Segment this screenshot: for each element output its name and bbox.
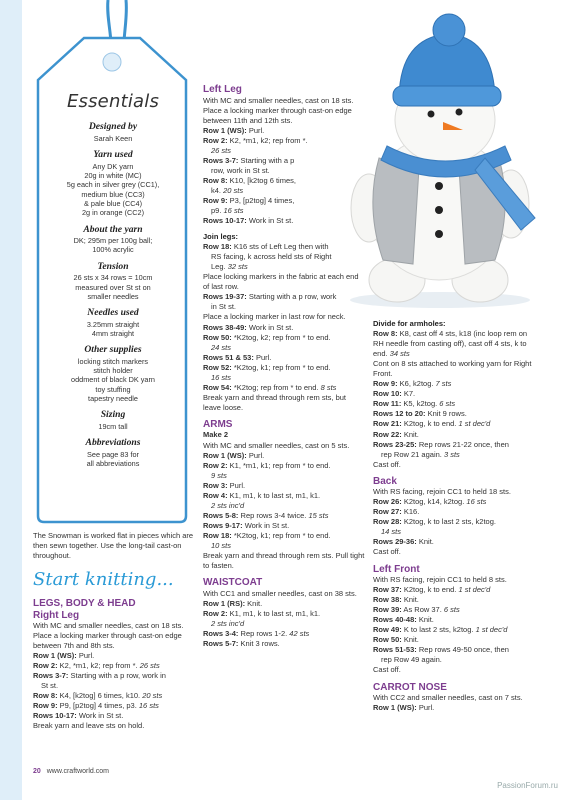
row-label: Row 1 (RS): <box>203 598 246 608</box>
row-label: Rows 12 to 20: <box>373 409 426 419</box>
row-label: Rows 3-7: <box>203 155 239 165</box>
instruction-text: With RS facing, rejoin CC1 to held 18 sts. <box>373 487 511 497</box>
row-text: Knit. <box>401 595 419 605</box>
row-instruction <box>203 451 365 461</box>
designed-by-heading: Designed by <box>88 121 138 133</box>
row-text: K2tog, k to end. <box>401 585 459 595</box>
yarn-line: Any DK yarn <box>92 161 134 171</box>
stitch-count: 6 sts <box>439 399 456 409</box>
row-instruction <box>33 651 198 661</box>
row-label: Row 3: <box>203 480 228 490</box>
row-instruction <box>33 671 198 681</box>
row-label: Rows 19-37: <box>203 292 247 302</box>
about-line: 100% acrylic <box>92 245 134 255</box>
row-text: Work in St st. <box>246 322 294 332</box>
row-label: Row 18: <box>203 242 232 252</box>
needles-line: 4mm straight <box>91 329 135 338</box>
row-label: Row 52: <box>203 362 232 372</box>
abbreviations-line: See page 83 for <box>87 449 139 459</box>
instruction-text: Cast off. <box>373 459 401 469</box>
row-text: K2, *m1, k2; rep from *. <box>227 135 308 145</box>
tension-line: measured over St st on <box>75 282 151 292</box>
row-instruction <box>33 691 198 701</box>
stitch-count: 15 sts <box>308 510 329 520</box>
row-label: Row 8: <box>33 691 58 701</box>
row-text: K16 sts of Left Leg then with <box>231 242 329 252</box>
waistcoat-heading: WAISTCOAT <box>203 577 263 589</box>
row-instruction <box>203 521 365 531</box>
instruction-text: With CC2 and smaller needles, cast on 7 sts. <box>373 693 523 702</box>
stitch-count: 20 sts <box>223 185 244 195</box>
intro-paragraph: The Snowman is worked flat in pieces which are then sewn together. Use the long-tail cast-on throughout. <box>33 531 194 560</box>
supplies-line: oddment of black DK yarn <box>71 375 155 385</box>
sizing-heading: Sizing <box>100 409 126 421</box>
tension-line: smaller needles <box>87 291 139 301</box>
page-footer <box>33 767 109 776</box>
row-text: Leg. <box>211 262 228 272</box>
stitch-count: 24 sts <box>211 342 232 352</box>
row-label: Row 1 (WS): <box>203 125 247 135</box>
instruction-text: With RS facing, rejoin CC1 to held 8 sts. <box>373 575 507 585</box>
row-instruction <box>373 585 533 595</box>
row-text: K7. <box>401 389 416 399</box>
row-label: Row 28: <box>373 517 402 527</box>
yarn-line: 20g in white (MC) <box>84 170 142 180</box>
row-label: Row 54: <box>203 382 232 392</box>
row-label: Rows 40-48: <box>373 615 417 625</box>
instruction-text: Place locking markers in the fabric at each end of last row. <box>203 272 359 292</box>
row-instruction <box>373 605 533 615</box>
row-text: Purl. <box>416 703 435 713</box>
row-text: Rep rows 49-50 once, then <box>416 645 509 655</box>
stitch-count: 16 sts <box>138 701 159 711</box>
about-line: DK; 295m per 100g ball; <box>73 236 153 246</box>
row-text: Starting with a p <box>238 155 295 165</box>
row-label: Row 8: <box>203 175 228 185</box>
row-label: Row 1 (WS): <box>373 703 417 713</box>
legs-body-head-heading: LEGS, BODY & HEAD <box>33 598 136 609</box>
row-label: Rows 9-17: <box>203 520 243 530</box>
instruction-text: Break yarn and leave sts on hold. <box>33 721 145 731</box>
row-instruction <box>373 409 533 419</box>
row-text: k4. <box>211 185 224 195</box>
stitch-count: 1 st dec'd <box>458 585 491 595</box>
instruction-text: Cast off. <box>373 665 401 675</box>
supplies-line: locking stitch markers <box>77 356 149 366</box>
row-text: p9. <box>211 206 224 216</box>
row-instruction <box>373 703 533 713</box>
stitch-count: 20 sts <box>142 691 163 701</box>
make-count: Make 2 <box>203 430 229 440</box>
about-yarn-heading: About the yarn <box>83 223 143 235</box>
designer-name: Sarah Keen <box>93 133 133 143</box>
row-label: Rows 38-49: <box>203 322 247 332</box>
row-instruction <box>203 609 365 619</box>
row-instruction <box>373 507 533 517</box>
stitch-count: 26 sts <box>211 145 232 155</box>
row-text: Work in St st. <box>242 520 290 530</box>
row-label: Rows 23-25: <box>373 439 417 449</box>
stitch-count: 1 st dec'd <box>475 625 508 635</box>
row-instruction <box>203 461 365 471</box>
row-label: Rows 51-53: <box>373 645 417 655</box>
row-instruction <box>373 389 533 399</box>
instruction-text: Break yarn and thread through rem sts, but leave loose. <box>203 392 346 412</box>
yarn-line: medium blue (CC3) <box>81 189 145 199</box>
row-instruction <box>373 517 533 527</box>
stitch-count: 16 sts <box>466 497 487 507</box>
row-label: Rows 3-4: <box>203 628 239 638</box>
row-text: K16. <box>401 507 420 517</box>
row-instruction <box>33 711 198 721</box>
row-instruction <box>373 399 533 409</box>
supplies-heading: Other supplies <box>84 344 142 356</box>
row-text: Starting with a p row, work <box>246 292 337 302</box>
essentials-title: Essentials <box>66 91 160 112</box>
row-label: Row 4: <box>203 490 228 500</box>
instruction-text: Cont on 8 sts attached to working yarn for Right Front. <box>373 359 532 379</box>
divide-armholes-heading: Divide for armholes: <box>373 319 446 328</box>
row-continuation: in St st. <box>211 302 237 312</box>
row-label: Row 37: <box>373 585 402 595</box>
row-instruction <box>373 419 533 429</box>
sizing-line: 19cm tall <box>98 421 128 431</box>
row-instruction <box>373 635 533 645</box>
row-label: Row 11: <box>373 399 402 409</box>
row-continuation: St st. <box>41 681 59 691</box>
instruction-text: With CC1 and smaller needles, cast on 38 sts. <box>203 588 357 598</box>
row-text: K to last 2 sts, k2tog. <box>401 625 476 635</box>
row-continuation: rep Row 49 again. <box>381 655 442 665</box>
row-text: rep Row 21 again. <box>381 449 444 459</box>
row-instruction <box>203 481 365 491</box>
row-text: Knit. <box>401 635 419 645</box>
row-instruction <box>33 701 198 711</box>
abbreviations-heading: Abbreviations <box>85 437 141 449</box>
row-label: Row 9: <box>203 195 228 205</box>
row-label: Row 50: <box>373 635 402 645</box>
tension-line: 26 sts x 34 rows = 10cm <box>73 273 153 283</box>
yarn-used-heading: Yarn used <box>93 149 133 161</box>
row-label: Row 2: <box>203 135 228 145</box>
right-leg-heading: Right Leg <box>33 609 80 621</box>
row-label: Row 8: <box>373 329 398 339</box>
row-text: K5, k2tog. <box>401 399 440 409</box>
row-label: Rows 10-17: <box>203 216 247 226</box>
yarn-line: & pale blue (CC4) <box>84 198 142 208</box>
arms-heading: ARMS <box>203 418 233 430</box>
row-instruction <box>33 661 198 671</box>
instruction-text: Place a locking marker through cast-on edge between 11th and 12th sts. <box>203 105 352 125</box>
row-label: Row 9: <box>373 379 398 389</box>
row-instruction <box>203 531 365 541</box>
stitch-count: 42 sts <box>289 628 310 638</box>
supplies-line: tapestry needle <box>88 394 138 404</box>
row-instruction <box>203 511 365 521</box>
row-label: Row 38: <box>373 595 402 605</box>
abbreviations-line: all abbreviations <box>86 459 140 469</box>
back-heading: Back <box>373 475 397 487</box>
row-label: Row 39: <box>373 605 402 615</box>
left-front-heading: Left Front <box>373 563 420 575</box>
row-instruction <box>373 440 533 450</box>
row-text: Knit. <box>401 429 419 439</box>
needles-line: 3.25mm straight <box>86 319 140 329</box>
row-text: Knit. <box>416 615 434 625</box>
row-text: K2, *m1, k2; rep from *. <box>57 661 140 671</box>
row-text: *K2tog, k1; rep from * to end. <box>231 362 331 372</box>
stitch-count: 9 sts <box>211 470 227 480</box>
yarn-line: 2g in orange (CC2) <box>81 208 145 218</box>
row-instruction <box>373 615 533 625</box>
row-continuation: row, work in St st. <box>211 165 270 175</box>
instruction-text: Break yarn and thread through rem sts. Pull tight to fasten. <box>203 551 365 571</box>
row-text: Knit 3 rows. <box>238 638 280 648</box>
row-text: *K2tog, k2; rep from * to end. <box>231 332 331 342</box>
row-text: Knit 9 rows. <box>425 409 467 419</box>
stitch-count: 26 sts <box>139 661 160 671</box>
row-text: K4, [k2tog] 6 times, k10. <box>57 691 143 701</box>
row-label: Row 49: <box>373 625 402 635</box>
row-text: Purl. <box>253 352 272 362</box>
row-label: Row 2: <box>33 661 58 671</box>
supplies-line: stitch holder <box>93 366 133 376</box>
row-text: K1, m1, k to last st, m1, k1. <box>227 490 321 500</box>
row-text: P9, [p2tog] 4 times, p3. <box>57 701 139 711</box>
stitch-count: 7 sts <box>435 379 452 389</box>
stitch-count: 3 sts <box>443 449 460 459</box>
row-label: Row 27: <box>373 507 402 517</box>
stitch-count: 14 sts <box>381 527 402 537</box>
row-text: Rep rows 21-22 once, then <box>416 439 509 449</box>
row-label: Rows 10-17: <box>33 711 77 721</box>
row-instruction <box>203 383 365 393</box>
row-instruction <box>203 639 365 649</box>
row-text: K8, cast off 4 sts, k18 (inc loop rem on RH needle from casting off), cast off 4 sts, k to end. <box>373 329 528 359</box>
row-label: Row 18: <box>203 530 232 540</box>
row-text: Starting with a p row, work in <box>68 671 166 681</box>
page-number: 20 <box>33 768 41 775</box>
row-instruction <box>373 430 533 440</box>
row-instruction <box>203 323 365 333</box>
row-label: Row 26: <box>373 497 402 507</box>
stitch-count: 16 sts <box>211 372 232 382</box>
stitch-count: 2 sts inc'd <box>211 500 245 510</box>
row-label: Rows 3-7: <box>33 671 69 681</box>
instruction-text: Cast off. <box>373 547 401 557</box>
tension-heading: Tension <box>97 260 129 272</box>
armholes-back-front-column <box>373 319 533 713</box>
row-text: Work in St st. <box>76 711 124 721</box>
snowman-photo <box>335 8 560 310</box>
row-label: Row 1 (WS): <box>203 450 247 460</box>
row-text: K2tog, k to last 2 sts, k2tog. <box>401 517 496 527</box>
row-text: *K2tog; rep from * to end. <box>231 382 321 392</box>
row-instruction <box>373 595 533 605</box>
stitch-count: 34 sts <box>389 349 410 359</box>
needles-heading: Needles used <box>87 307 139 319</box>
row-instruction <box>373 625 533 635</box>
stitch-count: 8 sts <box>320 382 337 392</box>
row-label: Rows 5-8: <box>203 510 239 520</box>
stitch-count: 16 sts <box>223 206 244 216</box>
row-text: K10, [k2tog 6 times, <box>227 175 296 185</box>
instruction-text: With MC and smaller needles, cast on 18 sts. <box>33 621 184 630</box>
row-continuation <box>373 450 533 460</box>
row-text: K6, k2tog. <box>397 379 436 389</box>
start-knitting-heading: Start knitting... <box>33 569 174 590</box>
stitch-count: 10 sts <box>211 540 232 550</box>
row-instruction <box>373 497 533 507</box>
row-instruction <box>373 645 533 655</box>
row-text: K1, *m1, k1; rep from * to end. <box>227 460 331 470</box>
row-text: Purl. <box>246 125 265 135</box>
row-instruction <box>203 599 365 609</box>
row-instruction <box>373 379 533 389</box>
row-label: Row 2: <box>203 460 228 470</box>
carrot-nose-heading: CARROT NOSE <box>373 681 447 693</box>
row-text: Purl. <box>246 450 265 460</box>
right-leg-section <box>33 598 198 732</box>
row-label: Row 10: <box>373 389 402 399</box>
row-instruction <box>373 537 533 547</box>
row-label: Row 22: <box>373 429 402 439</box>
row-label: Row 1 (WS): <box>33 651 77 661</box>
row-label: Row 2: <box>203 608 228 618</box>
row-continuation: RS facing, k across held sts of Right <box>211 252 332 262</box>
row-text: *K2tog, k1; rep from * to end. <box>231 530 331 540</box>
stitch-count: 32 sts <box>227 262 248 272</box>
row-text: Rep rows 1-2. <box>238 628 290 638</box>
stitch-count: 1 st dec'd <box>458 419 491 429</box>
row-label: Rows 29-36: <box>373 537 417 547</box>
row-label: Rows 51 & 53: <box>203 352 254 362</box>
join-legs-heading: Join legs: <box>203 232 239 242</box>
row-text: K1, m1, k to last st, m1, k1. <box>227 608 321 618</box>
row-instruction <box>203 491 365 501</box>
row-text: As Row 37. <box>401 605 444 615</box>
instruction-text: Place a locking marker through cast-on edge between 7th and 8th sts. <box>33 631 182 651</box>
row-label: Row 9: <box>33 701 58 711</box>
row-text: Knit. <box>416 537 434 547</box>
stitch-count: 6 sts <box>443 605 460 615</box>
supplies-line: toy stuffing <box>95 384 131 394</box>
row-label: Rows 5-7: <box>203 638 239 648</box>
row-instruction <box>203 333 365 343</box>
row-text: Work in St st. <box>246 216 294 226</box>
row-text: Purl. <box>76 651 95 661</box>
row-text: P3, [p2tog] 4 times, <box>227 195 295 205</box>
row-text: K2tog, k14, k2tog. <box>401 497 467 507</box>
watermark: PassionForum.ru <box>497 781 558 790</box>
row-instruction <box>373 329 533 359</box>
yarn-line: 5g each in silver grey (CC1), <box>66 180 160 190</box>
row-label: Row 21: <box>373 419 402 429</box>
row-text: Knit. <box>245 598 263 608</box>
footer-url[interactable]: www.craftworld.com <box>46 768 109 775</box>
instruction-text: Place a locking marker in last row for neck. <box>203 312 346 322</box>
essentials-panel <box>40 90 186 468</box>
row-label: Row 50: <box>203 332 232 342</box>
row-instruction <box>203 629 365 639</box>
row-text: Purl. <box>227 480 246 490</box>
instruction-text: With MC and smaller needles, cast on 18 sts. <box>203 95 354 105</box>
row-text: Rep rows 3-4 twice. <box>238 510 309 520</box>
left-leg-heading: Left Leg <box>203 84 242 95</box>
stitch-count: 2 sts inc'd <box>211 618 245 628</box>
row-text: K2tog, k to end. <box>401 419 459 429</box>
instruction-text: With MC and smaller needles, cast on 5 sts. <box>203 440 350 450</box>
row-instruction <box>203 353 365 363</box>
row-instruction <box>203 363 365 373</box>
